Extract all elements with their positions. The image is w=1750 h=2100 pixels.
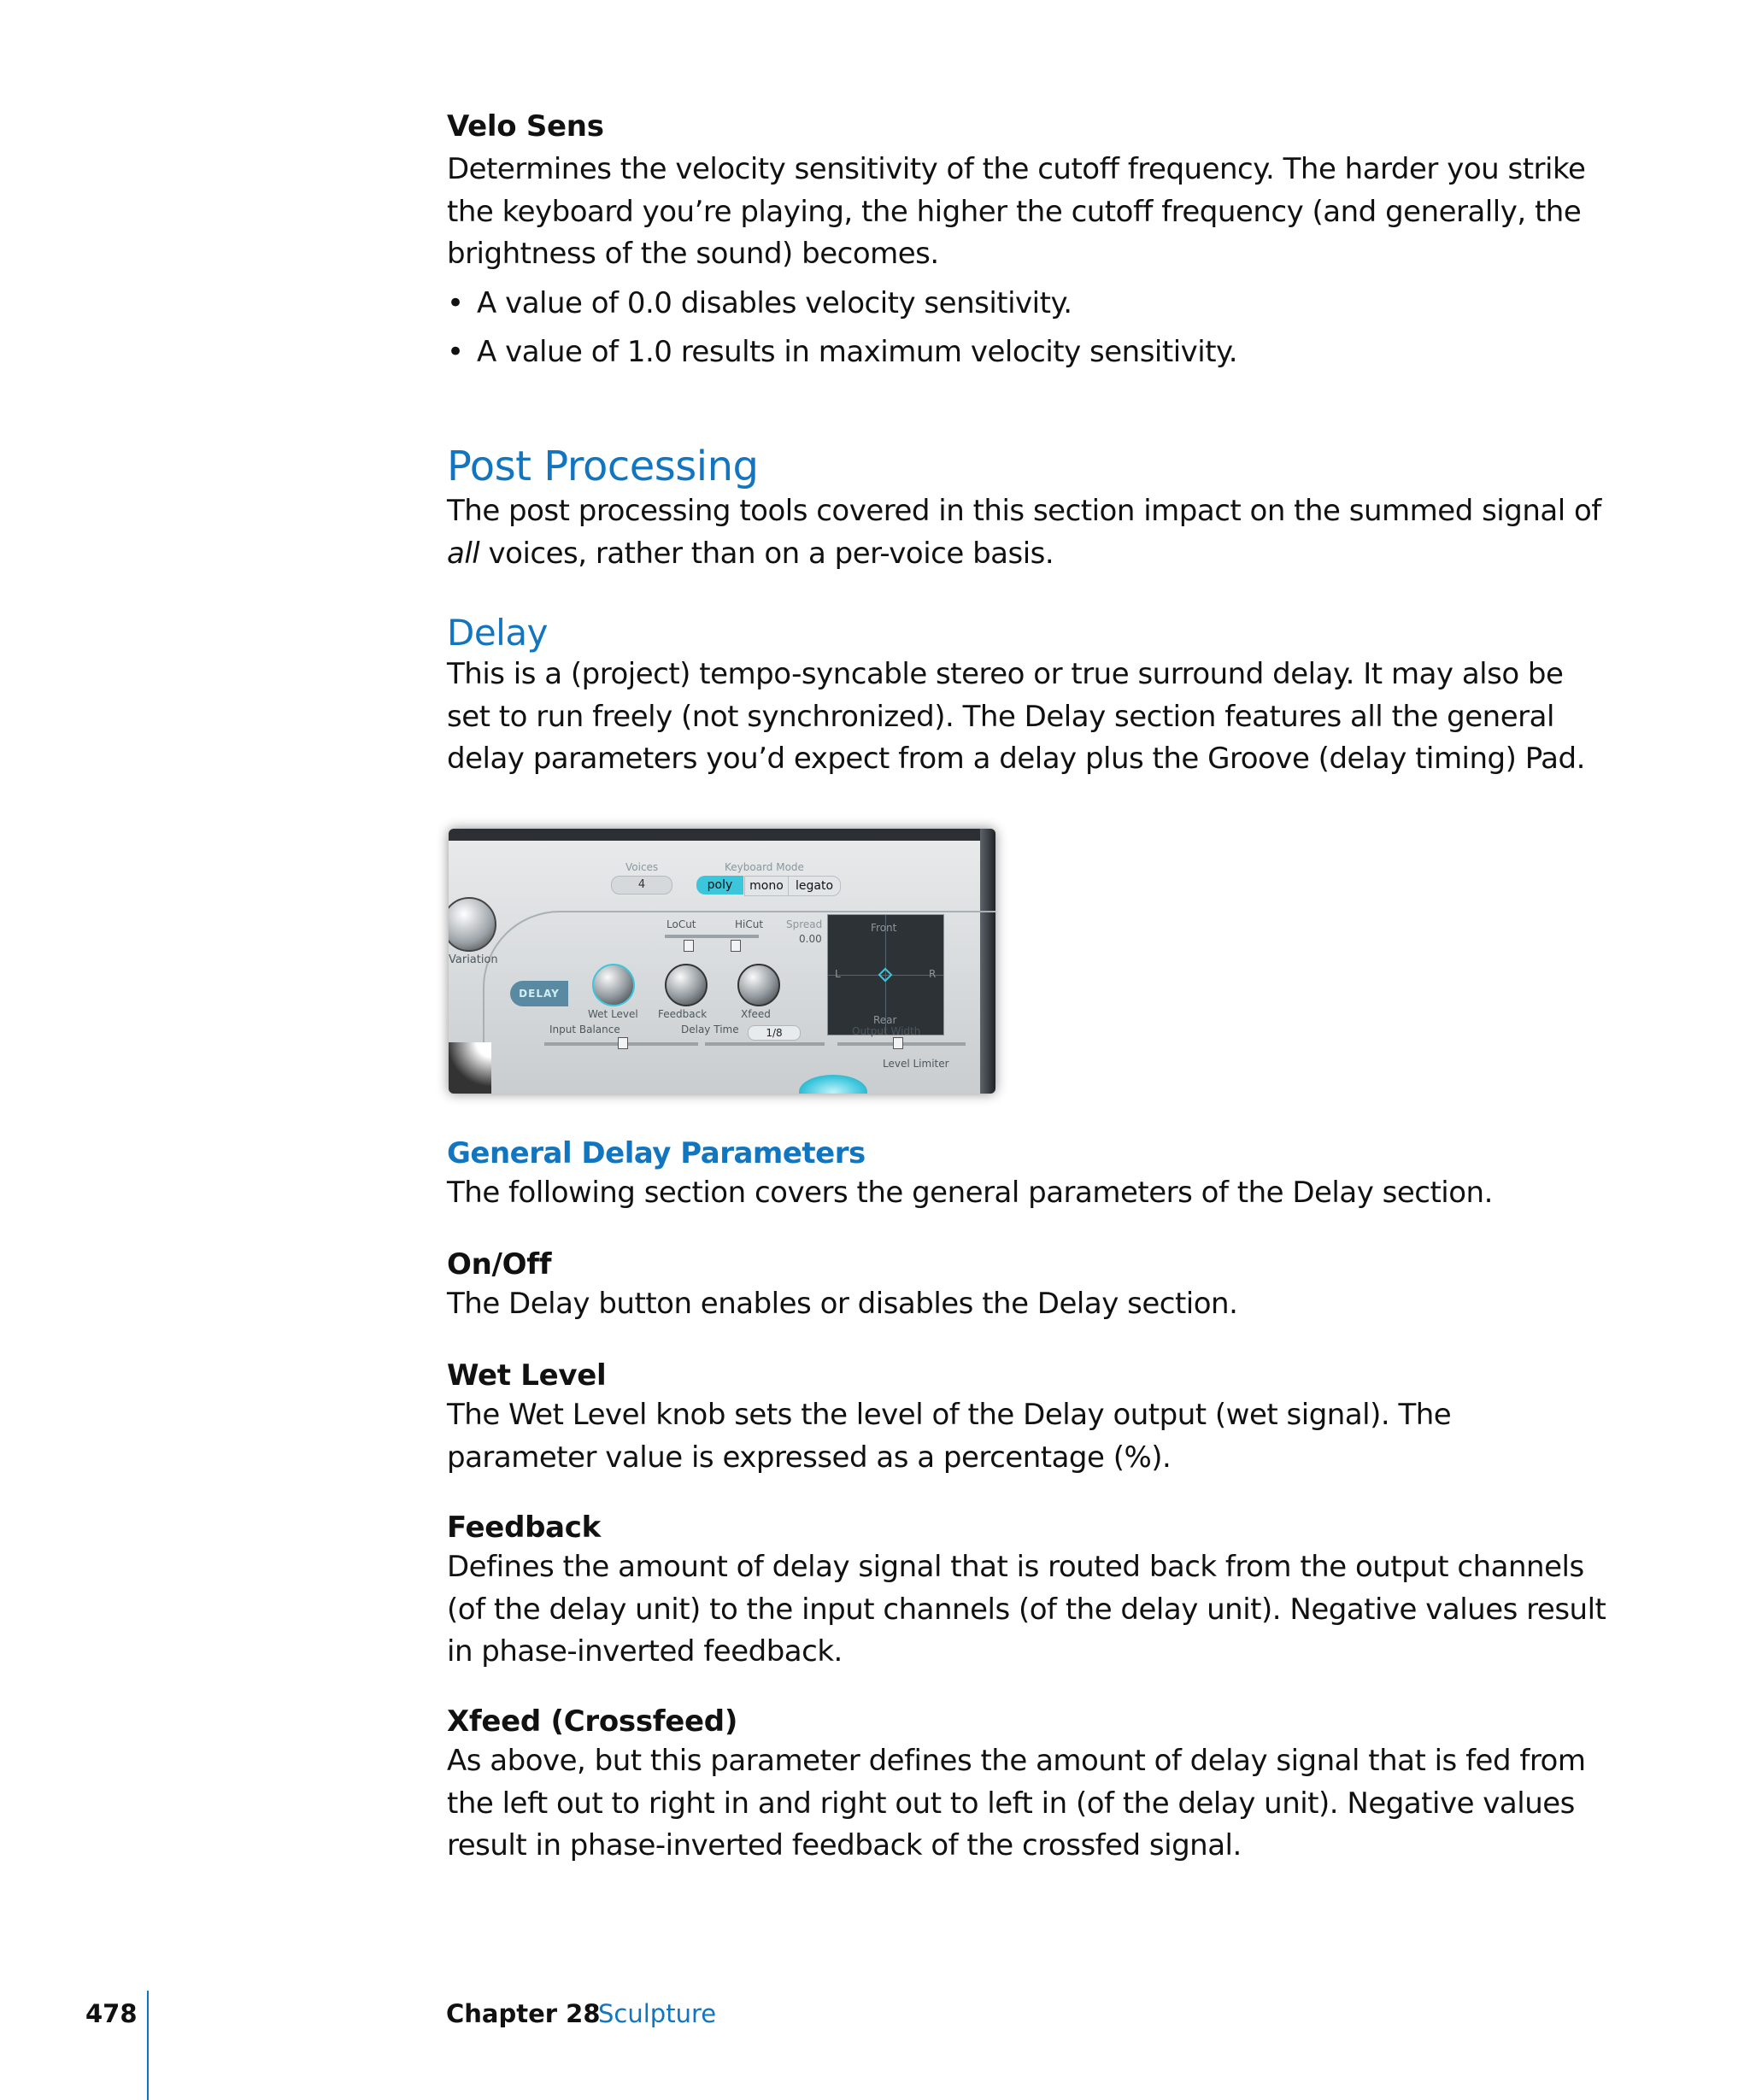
on-off-heading: On/Off	[447, 1247, 552, 1282]
filter-range-track	[665, 935, 759, 938]
delay-time-label: Delay Time	[681, 1024, 739, 1035]
list-item: • A value of 0.0 disables velocity sensitivity.	[447, 279, 1609, 328]
xfeed-heading: Xfeed (Crossfeed)	[447, 1704, 738, 1739]
on-off-body: The Delay button enables or disables the Delay section.	[447, 1287, 1238, 1321]
input-balance-label: Input Balance	[549, 1024, 620, 1035]
velo-sens-body: Determines the velocity sensitivity of the cutoff frequency. The harder you strike the keyboard you’re playing, the higher the cutoff frequency (and generally, the brightness of the sound) becomes.	[447, 152, 1586, 271]
pad-front-label: Front	[871, 922, 897, 934]
wet-level-knob[interactable]	[592, 964, 635, 1006]
voices-label: Voices	[625, 861, 659, 873]
mode-poly-button[interactable]: poly	[696, 876, 743, 895]
general-delay-heading: General Delay Parameters	[447, 1136, 866, 1170]
hicut-label: HiCut	[735, 918, 764, 930]
hicut-handle[interactable]	[731, 940, 741, 952]
pad-right-label: R	[929, 968, 937, 980]
xfeed-body: As above, but this parameter defines the amount of delay signal that is fed from the left out to right in and right out to left in (of the delay unit). Negative values result in phase-inverted feedback of the crossfed signal.	[447, 1744, 1586, 1862]
general-delay-body: The following section covers the general parameters of the Delay section.	[447, 1176, 1493, 1210]
on-off-section	[447, 1247, 1609, 1326]
feedback-heading: Feedback	[447, 1510, 601, 1545]
feedback-body: Defines the amount of delay signal that is routed back from the output channels (of the delay unit) to the input channels (of the delay unit). Negative values result in phase-inverted feedback.	[447, 1550, 1606, 1669]
velo-sens-bullets	[447, 279, 1609, 377]
level-limiter-label: Level Limiter	[883, 1058, 949, 1070]
locut-handle[interactable]	[684, 940, 694, 952]
feedback-knob[interactable]	[665, 964, 708, 1006]
spread-value[interactable]: 0.00	[799, 933, 822, 945]
feedback-section	[447, 1510, 1609, 1674]
footer-divider	[147, 1991, 149, 2100]
velo-sens-section	[447, 109, 1609, 377]
general-delay-section	[447, 1136, 1609, 1215]
input-balance-handle[interactable]	[618, 1037, 628, 1049]
xfeed-knob[interactable]	[737, 964, 780, 1006]
frame-top	[449, 829, 995, 841]
delay-time-track	[705, 1042, 825, 1046]
delay-on-off-button[interactable]: DELAY	[510, 981, 568, 1006]
pad-position-marker[interactable]	[878, 968, 893, 983]
locut-label: LoCut	[667, 918, 696, 930]
post-processing-section	[447, 443, 1609, 575]
footer-chapter: Chapter 28	[446, 1999, 601, 2028]
pad-rear-label: Rear	[873, 1014, 897, 1026]
delay-section-screenshot	[449, 829, 995, 1094]
xfeed-section	[447, 1704, 1609, 1868]
delay-time-field[interactable]: 1/8	[748, 1025, 801, 1041]
mode-mono-button[interactable]: mono	[744, 876, 789, 896]
variation-label: Variation	[449, 953, 498, 966]
voices-field[interactable]: 4	[611, 876, 672, 895]
pad-left-label: L	[835, 968, 841, 980]
delay-body: This is a (project) tempo-syncable stereo or true surround delay. It may also be set to run freely (not synchronized). The Delay section features all the general delay parameters you’d expect from a delay plus the Groove (delay timing) Pad.	[447, 657, 1585, 776]
footer-chapter-title[interactable]: Sculpture	[598, 1999, 717, 2028]
page-number: 478	[85, 1999, 138, 2028]
velo-sens-heading: Velo Sens	[447, 109, 604, 144]
wet-level-section	[447, 1358, 1609, 1479]
bullet-icon: •	[447, 285, 464, 320]
delay-section	[447, 612, 1609, 781]
xfeed-label: Xfeed	[741, 1008, 771, 1020]
feedback-label: Feedback	[658, 1008, 708, 1020]
wet-level-label: Wet Level	[588, 1008, 638, 1020]
list-item: • A value of 1.0 results in maximum velocity sensitivity.	[447, 328, 1609, 377]
wet-level-heading: Wet Level	[447, 1358, 607, 1393]
keyboard-mode-label: Keyboard Mode	[725, 861, 804, 873]
output-width-label: Output Width	[852, 1025, 921, 1037]
variation-knob[interactable]	[449, 897, 496, 952]
mode-legato-button[interactable]: legato	[788, 876, 841, 896]
output-width-handle[interactable]	[893, 1037, 903, 1049]
groove-pad[interactable]	[827, 914, 944, 1035]
post-processing-body: The post processing tools covered in this section impact on the summed signal of all voices, rather than on a per-voice basis.	[447, 494, 1601, 571]
delay-heading: Delay	[447, 612, 548, 654]
post-processing-heading: Post Processing	[447, 443, 759, 490]
wet-level-body: The Wet Level knob sets the level of the Delay output (wet signal). The parameter value is expressed as a percentage (%).	[447, 1398, 1452, 1475]
spread-label: Spread	[786, 918, 823, 930]
bullet-icon: •	[447, 334, 464, 369]
bottom-left-knob-edge	[449, 1042, 491, 1094]
